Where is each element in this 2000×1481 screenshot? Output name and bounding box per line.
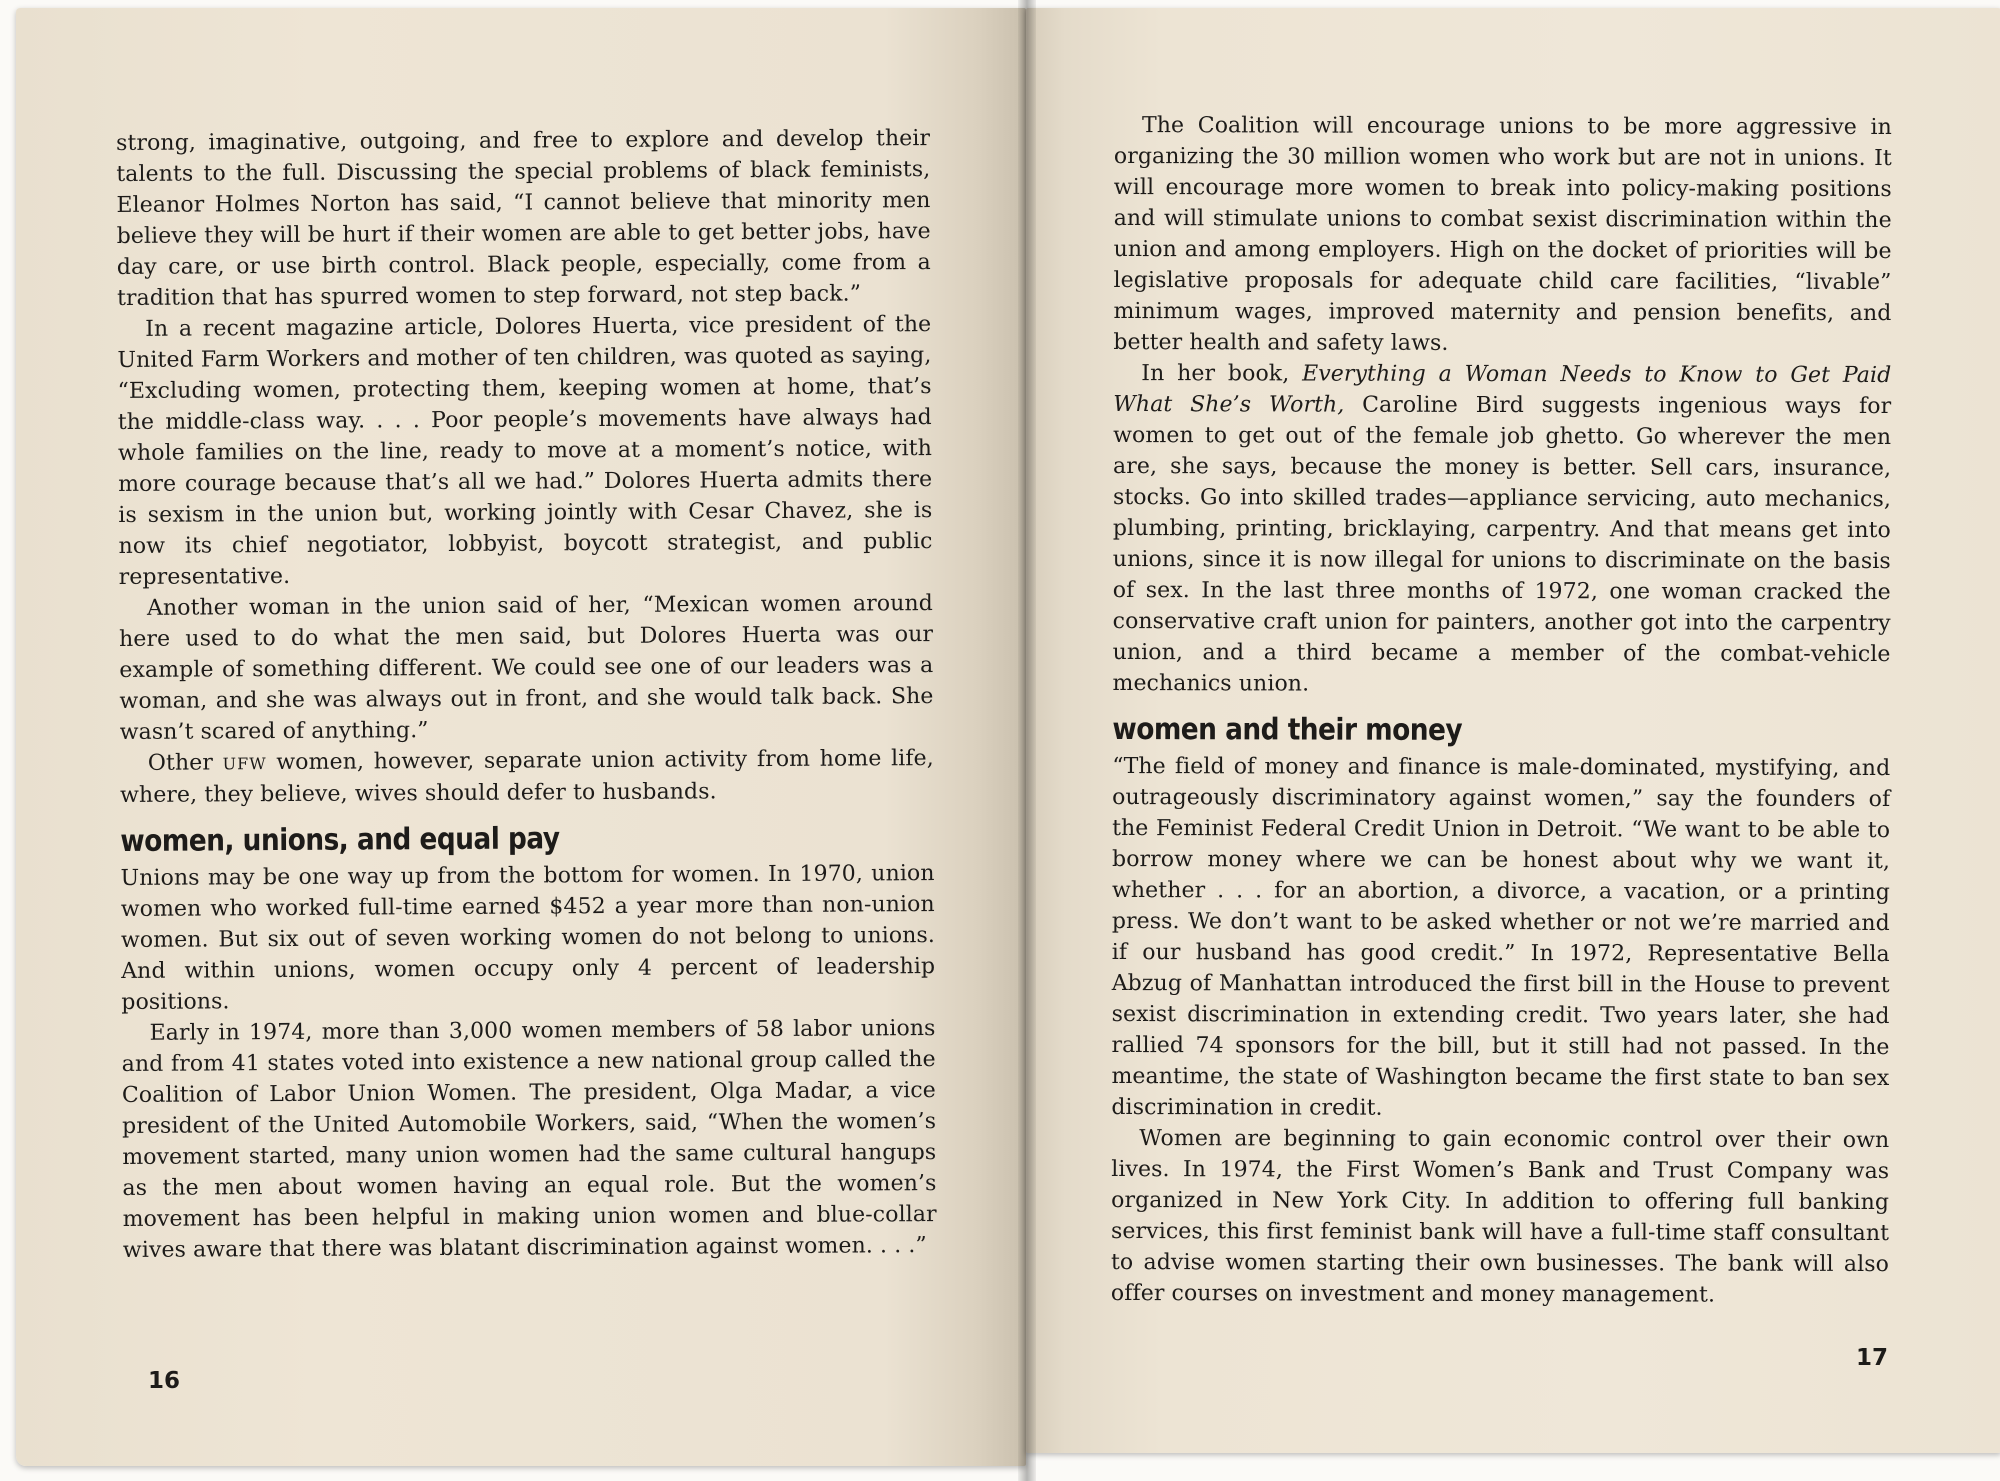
text-span: women, however, separate union activity from home life, where, they believe, wives should defer to husbands.: [120, 746, 934, 808]
book-title: Everything a Woman Needs to Know to Get Paid What She’s Worth,: [1113, 361, 1892, 418]
right-page-text: [1111, 110, 1892, 1311]
page-number: 17: [1856, 1345, 1889, 1371]
paragraph: The Coalition will encourage unions to be more aggressive in organizing the 30 million women who work but are not in unions. It will encourage more women to break into policy-making positions and will stimulate unions to combat sexist discrimination within the union and among employers. High on the docket of priorities will be legislative proposals for adequate child care facilities, “livable” minimum wages, improved maternity and pension benefits, and better health and safety laws.: [1113, 113, 1892, 356]
section-heading-unions: women, unions, and equal pay: [120, 821, 560, 859]
text-span: Other: [147, 750, 223, 776]
paragraph: Another woman in the union said of her, “Mexican women around here used to do what the men said, but Dolores Huerta was our example of something different. We could see one of our leaders was a woman, and she was always out in front, and she would talk back. She wasn’t scared of anything.”: [119, 591, 934, 745]
section-heading-money: women and their money: [1112, 711, 1463, 748]
paragraph: strong, imaginative, outgoing, and free to explore and develop their talents to the full. Discussing the special problems of black feminists, Eleanor Holmes Norton has said, “I cannot believe that minority men believe they will be hurt if their women are able to get better jobs, have day care, or use birth control. Black people, especially, come from a tradition that has spurred women to step forward, not step back.”: [116, 126, 931, 311]
text-span: Caroline Bird suggests ingenious ways for women to get out of the female job ghetto. Go wherever the men are, she says, because the money is better. Sell cars, insurance, stocks. Go into skilled trades—appliance servicing, auto mechanics, plumbing, printing, bricklaying, carpentry. And that means get into unions, since it is now illegal for unions to discriminate on the basis of sex. In the last three months of 1972, one woman cracked the conservative craft union for painters, another got into the carpentry union, and a third became a member of the combat-vehicle mechanics union.: [1112, 392, 1892, 697]
paragraph: Unions may be one way up from the bottom for women. In 1970, union women who worked full-time earned $452 a year more than non-union women. But six out of seven working women do not belong to unions. And within unions, women occupy only 4 percent of leadership positions.: [120, 861, 936, 1015]
paragraph-ufw: [120, 743, 934, 811]
page-number: 16: [148, 1368, 181, 1394]
text-span: In her book,: [1141, 361, 1303, 387]
right-page: [1026, 8, 2000, 1453]
left-page: [16, 8, 1026, 1466]
paragraph: Women are beginning to gain economic control over their own lives. In 1974, the First Women’s Bank and Trust Company was organized in New York City. In addition to offering full banking services, this first feminist bank will have a full-time staff consultant to advise women starting their own businesses. The bank will also offer courses on investment and money management.: [1110, 1126, 1890, 1308]
paragraph: “The field of money and finance is male-dominated, mystifying, and outrageously discriminatory against women,” say the founders of the Feminist Federal Credit Union in Detroit. “We want to be able to borrow money where we can be honest about why we want it, whether . . . for an abortion, a divorce, a vacation, or a printing press. We don’t want to be asked whether or not we’re married and if our husband has good credit.” In 1972, Representative Bella Abzug of Manhattan introduced the first bill in the House to prevent sexist discrimination in extending credit. Two years later, she had rallied 74 sponsors for the bill, but it still had not passed. In the meantime, the state of Washington became the first state to ban sex discrimination in credit.: [1111, 753, 1891, 1121]
paragraph-book: [1112, 358, 1891, 701]
ufw-abbreviation: UFW: [222, 754, 267, 774]
book-spine: [1018, 0, 1036, 1481]
left-page-text: [116, 123, 937, 1266]
paragraph: Early in 1974, more than 3,000 women members of 58 labor unions and from 41 states voted into existence a new national group called the Coalition of Labor Union Women. The president, Olga Madar, a vice president of the United Automobile Workers, said, “When the women’s movement started, many union women had the same cultural hangups as the men about women having an equal role. But the women’s movement has been helpful in making union women and blue-collar wives aware that there was blatant discrimination against women. . . .”: [121, 1016, 937, 1263]
paragraph: In a recent magazine article, Dolores Huerta, vice president of the United Farm Workers and mother of ten children, was quoted as saying, “Excluding women, protecting them, keeping women at home, that’s the middle-class way. . . . Poor people’s movements have always had whole families on the line, ready to move at a moment’s notice, with more courage because that’s all we had.” Dolores Huerta admits there is sexism in the union but, working jointly with Cesar Chavez, she is now its chief negotiator, lobbyist, boycott strategist, and public representative.: [117, 312, 933, 590]
